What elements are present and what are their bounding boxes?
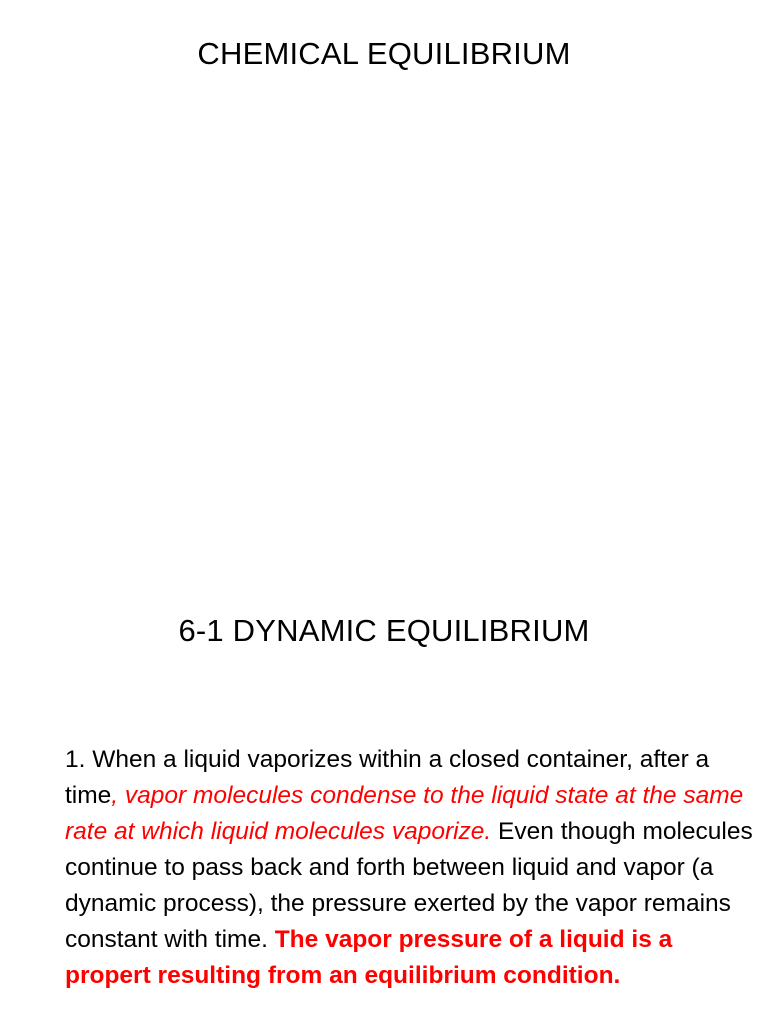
- paragraph-middle-text: Even though molecules continue to pass back and forth between liquid and vapor (a dynamic process), the pressure exerted by the vapor remains constant with time.: [65, 818, 753, 953]
- slide-title: CHEMICAL EQUILIBRIUM: [197, 36, 571, 71]
- slide-2: [0, 580, 768, 1024]
- paragraph-intro-text: 1. When a liquid vaporizes within a closed container, after a time: [65, 746, 710, 809]
- body-paragraph: [65, 742, 755, 994]
- emphasis-bold-text: The vapor pressure of a liquid is a propert resulting from an equilibrium condition.: [65, 926, 673, 989]
- emphasis-italic-text: , vapor molecules condense to the liquid state at the same rate at which liquid molecules vaporize.: [65, 782, 744, 845]
- section-title: 6-1 DYNAMIC EQUILIBRIUM: [178, 613, 590, 648]
